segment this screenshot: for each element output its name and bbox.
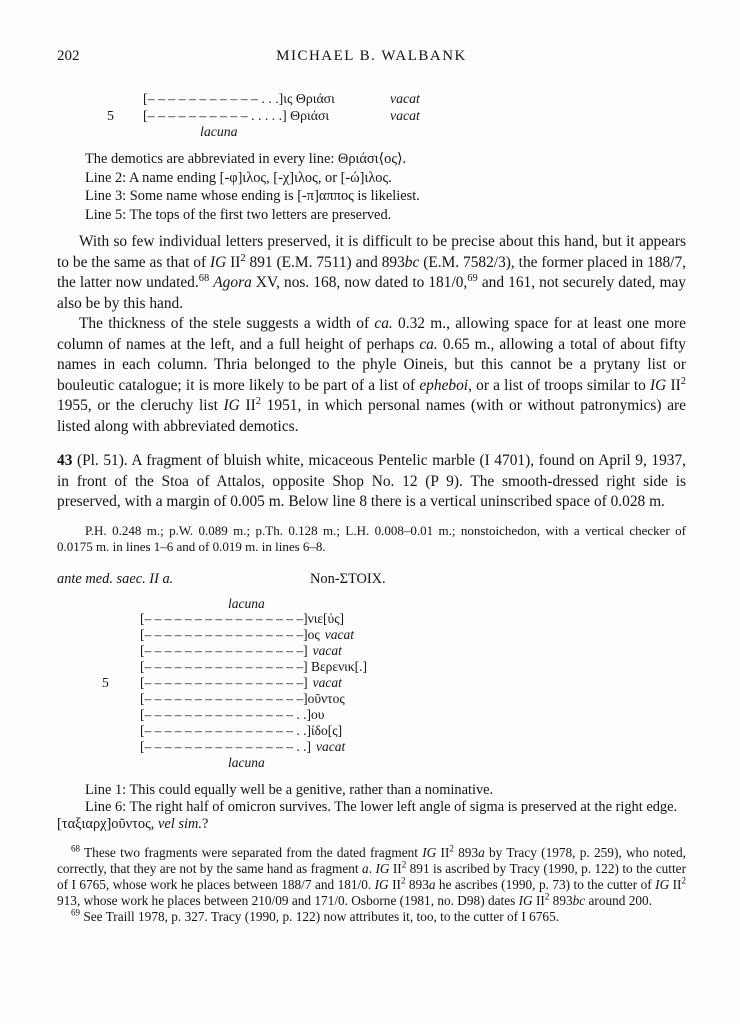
inscription-line [107, 91, 686, 108]
vacat-label: vacat [312, 642, 342, 658]
note-line-6: Line 6: The right half of omicron survives. The lower left angle of sigma is preserved at the right edge. [ταξιαρχ]οῦντος, vel sim.? [57, 798, 678, 832]
note-line-5: Line 5: The tops of the first two letters are preserved. [85, 206, 392, 223]
inscription-line [102, 627, 686, 643]
page-number: 202 [57, 48, 80, 64]
stoichedon-label: Non-ΣΤΟΙΧ. [310, 570, 386, 587]
inscription-line [102, 659, 686, 675]
lacuna-label-top: lacuna [228, 595, 265, 611]
paragraph-stele-dimensions: The thickness of the stele suggests a width of ca. 0.32 m., allowing space for at least one more column of names at the left, and a full height of perhaps ca. 0.65 m., allowing a total of about fifty names in each column. Thria belonged to the phyle Oineis, but this cannot be a prytany list or bouleutic catalogue; it is more likely to be part of a list of epheboi, or a list of troops similar to IG $II^2$ 1955, or the cleruchy list IG $II^2$ 1951, in which personal names (with or without patronymics) are listed along with abbreviated demotics. [57, 315, 686, 435]
dateline [57, 571, 686, 588]
vacat-label: vacat [316, 738, 346, 754]
notes-inscription-42 [57, 150, 686, 224]
greek-text: [– – – – – – – – – – – – – – – . .]ίδο[ς] [140, 722, 343, 738]
greek-text: [– – – – – – – – – – . . . . .] Θριάσι [143, 107, 330, 123]
greek-text: [– – – – – – – – – – – – – – – –]οῦντος [140, 690, 345, 706]
inscription-42 [107, 91, 686, 140]
note-line-1: Line 1: This could equally well be a genitive, rather than a nominative. [85, 781, 494, 798]
paragraph-hand-attribution: With so few individual letters preserved, it is difficult to be precise about this hand, but it appears to be the same as that of IG $II^2$ 891 (E.M. 7511) and 893bc (E.M. 7582/3), the former placed in 188/7, the latter now undated.$^{68}$ Agora XV, nos. 168, now dated to 181/0,69 and 161, not securely dated, may also be by this hand. [57, 233, 687, 312]
entry-43-heading: 43 (Pl. 51). A fragment of bluish white, micaceous Pentelic marble (I 4701), found on April 9, 1937, in front of the Stoa of Attalos, opposite Shop No. 12 (P 9). The smooth-dressed right side is preserved, with a margin of 0.005 m. Below line 8 there is a vertical uninscribed space of 0.028 m. [57, 452, 686, 510]
greek-text: [– – – – – – – – – – – – – – – –] [140, 674, 308, 690]
footnotes [57, 845, 686, 926]
footnote-69: $^{69}$ See Traill 1978, p. 327. Tracy (1990, p. 122) now attributes it, too, to the cutter of I 6765. [71, 907, 560, 925]
inscription-line [102, 643, 686, 659]
greek-text: [– – – – – – – – – – – – – – – –] [140, 642, 308, 658]
notes-inscription-43 [57, 782, 686, 833]
vacat-label: vacat [390, 91, 420, 106]
date-label: ante med. saec. II a. [57, 570, 174, 587]
inscription-line [102, 675, 686, 691]
inscription-43 [102, 596, 686, 770]
vacat-label: vacat [390, 107, 420, 123]
inscription-line [102, 611, 686, 627]
note-demotics: The demotics are abbreviated in every line: Θριάσι⟨ος⟩. [85, 151, 407, 167]
line-number: 5 [102, 674, 109, 690]
entry-43-measurements: P.H. 0.248 m.; p.W. 0.089 m.; p.Th. 0.128 m.; L.H. 0.008–0.01 m.; nonstoichedon, with a vertical checker of 0.0175 m. in lines 1–6 and of 0.019 m. in lines 6–8. [57, 522, 686, 554]
inscription-line [102, 723, 686, 739]
vacat-label: vacat [312, 674, 342, 690]
vacat-label: vacat [324, 626, 354, 642]
inscription-line [102, 691, 686, 707]
inscription-line [102, 707, 686, 723]
lacuna-label: lacuna [200, 124, 238, 139]
greek-text: [– – – – – – – – – – – – – – – . .]ου [140, 706, 325, 722]
line-number: 5 [107, 107, 114, 123]
greek-text: [– – – – – – – – – – – – – – – –]ος [140, 626, 320, 642]
greek-text: [– – – – – – – – – – – – – – – . .] [140, 738, 311, 754]
running-head: MICHAEL B. WALBANK [276, 48, 467, 64]
lacuna-label-bottom: lacuna [228, 754, 265, 770]
greek-text: [– – – – – – – – – – – – – – – –]νιε[ύς] [140, 610, 345, 626]
note-line-2: Line 2: A name ending [-φ]ιλος, [-χ]ιλος, or [-ώ]ιλος. [85, 169, 392, 186]
footnote-68: $^{68}$ These two fragments were separated from the dated fragment IG $II^2$ 893a by Tracy (1978, p. 259), who noted, correctly, that they are not by the same hand as fragment a. IG $II^2$ 891 is ascribed by Tracy (1990, p. 122) to the cutter of I 6765, whose work he places between 188/7 and 181/0. IG $II^2$ 893a he ascribes (1990, p. 73) to the cutter of IG $II^2$ 913, whose work he places between 210/09 and 171/0. Osborne (1981, no. D98) dates IG $II^2$ 893bc around 200. [57, 843, 686, 909]
note-line-3: Line 3: Some name whose ending is [-π]αππος is likeliest. [85, 188, 420, 204]
inscription-line [107, 108, 686, 125]
greek-text: [– – – – – – – – – – – – – – – –] Βερενικ[.] [140, 658, 367, 674]
page-header [57, 48, 686, 67]
greek-text: [– – – – – – – – – – – . . .]ις Θριάσι [143, 91, 335, 106]
inscription-line [102, 739, 686, 755]
